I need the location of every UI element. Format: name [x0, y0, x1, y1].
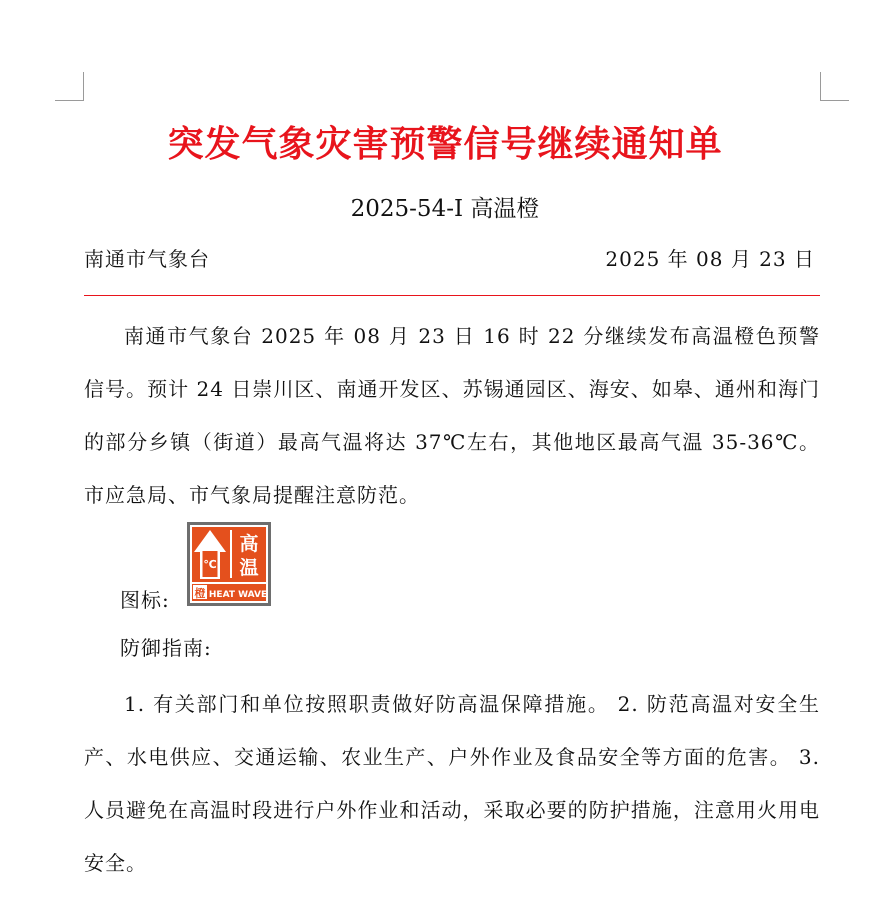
signal-english-text: HEAT WAVE	[208, 590, 268, 600]
red-divider-line	[84, 295, 820, 296]
signal-level-char: 橙	[194, 587, 206, 600]
page-corner-mark-top-left	[55, 72, 84, 101]
guide-heading: 防御指南:	[120, 636, 212, 660]
document-subtitle: 2025-54-I 高温橙	[350, 196, 540, 222]
page-corner-mark-top-right	[820, 72, 849, 101]
guide-paragraph: 1. 有关部门和单位按照职责做好防高温保障措施。 2. 防范高温对安全生产、水电供应、交通运输、农业生产、户外作业及食品安全等方面的危害。 3. 人员避免在高温时段进行户外作业和活动，采取必要的防护措施，注意用火用电安全。	[84, 692, 820, 875]
issuer-name: 南通市气象台	[84, 247, 210, 271]
icon-label: 图标:	[120, 588, 170, 612]
degree-symbol: ℃	[203, 558, 217, 571]
heat-wave-orange-signal-icon	[187, 522, 271, 606]
document-title: 突发气象灾害预警信号继续通知单	[167, 123, 723, 165]
issue-date: 2025 年 08 月 23 日	[605, 247, 815, 271]
warning-body-paragraph: 南通市气象台 2025 年 08 月 23 日 16 时 22 分继续发布高温橙色预警信号。预计 24 日崇川区、南通开发区、苏锡通园区、海安、如皋、通州和海门的部分乡镇（街道）最高气温将达 37℃左右，其他地区最高气温 35-36℃。市应急局、市气象局提醒注意防范。	[84, 324, 820, 507]
signal-char-high: 高	[239, 533, 259, 555]
signal-char-temp: 温	[239, 557, 259, 579]
